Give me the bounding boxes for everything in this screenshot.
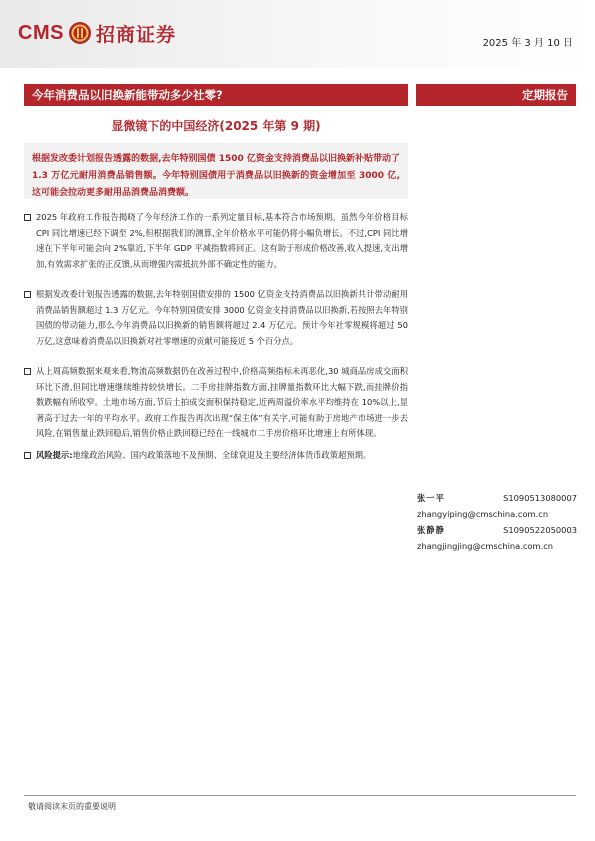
risk-warning — [24, 448, 408, 464]
bullet-text: 2025 年政府工作报告揭晓了今年经济工作的一系列定量目标,基本符合市场预期。虽然今年价格目标 CPI 同比增速已经下调至 2%,但根据我们的测算,全年价格水平可能仍将小幅负增长。不过,CPI 同比增速在下半年可能会向 2%靠近,下半年 GDP 平减指数将回正。这有助于形成价格改善,收入提速,支出增加,有效需求扩张的正反馈,从而增强内需抵抗外部不确定性的能力。 — [36, 212, 408, 269]
analyst-license-id: S1090513080007 — [503, 493, 577, 503]
square-bullet-icon — [24, 368, 31, 375]
logo-emblem-icon — [68, 21, 92, 45]
report-type: 定期报告 — [416, 84, 576, 106]
bullet-text: 根据发改委计划报告透露的数据,去年特别国债安排的 1500 亿资金支持消费品以旧换新共计带动耐用消费品销售额超过 1.3 万亿元。今年特别国债安排 3000 亿资金支持消费品以旧换新,若按照去年特别国债的带动能力,那么今年消费品以旧换新的销售额将超过 2.4 万亿元。预计今年社零规模将超过 50 万亿,这意味着消费品以旧换新对社零增速的贡献可能接近 5 个百分点。 — [36, 289, 408, 346]
analyst-name: 张一平 — [417, 493, 445, 503]
risk-label: 风险提示: — [36, 449, 73, 460]
bullet-text: 从上周高频数据来观来看,物流高频数据仍在改善过程中,价格高频指标未再恶化,30 城商品房成交面积环比下滑,但同比增速继续维持较快增长。二手房挂牌指数方面,挂牌量指数环比大幅下跌,而挂牌价指数跌幅有所收窄。土地市场方面,节后土拍成交面积保持稳定,近两周溢价率水平均维持在 10%以上,显著高于过去一年的平均水平。政府工作报告再次出现“保主体”有关字,可能有助于房地产市场进一步去风险,在销售量止跌回稳后,销售价格止跌回稳已经在一线城市二手房价格环比增速上有所体现。 — [36, 366, 408, 438]
bullet-item — [24, 364, 408, 442]
analyst-email[interactable]: zhangjingjing@cmschina.com.cn — [417, 541, 554, 551]
risk-text: 地缘政治风险、国内政策落地不及预期、全球衰退及主要经济体货币政策超预期。 — [72, 449, 372, 460]
company-logo — [18, 18, 176, 48]
logo-cn-text: 招商证券 — [95, 23, 176, 46]
analyst-email[interactable]: zhangyiping@cmschina.com.cn — [417, 509, 549, 519]
footer-disclaimer: 敬请阅读末页的重要说明 — [28, 802, 116, 811]
analyst-card — [417, 522, 577, 554]
analyst-card — [417, 490, 577, 522]
report-date: 2025 年 3 月 10 日 — [482, 38, 573, 49]
summary-box — [24, 143, 408, 199]
bullet-list — [24, 210, 408, 478]
analyst-name: 张静静 — [417, 525, 445, 535]
square-bullet-icon — [24, 452, 31, 459]
analyst-license-id: S1090522050003 — [503, 525, 577, 535]
logo-cms-text: CMS — [18, 21, 64, 44]
summary-text: 根据发改委计划报告透露的数据,去年特别国债 1500 亿资金支持消费品以旧换新补贴带动了 1.3 万亿元耐用消费品销售额。今年特别国债用于消费品以旧换新的资金增加至 3000 亿,这可能会拉动更多耐用品消费品消费额。 — [32, 154, 400, 198]
page-header — [0, 0, 595, 68]
footer-divider — [24, 795, 576, 796]
report-subtitle: 显微镜下的中国经济(2025 年第 9 期) — [111, 119, 321, 133]
report-title: 今年消费品以旧换新能带动多少社零? — [24, 84, 408, 106]
bullet-item — [24, 287, 408, 349]
bullet-item — [24, 210, 408, 272]
square-bullet-icon — [24, 291, 31, 298]
square-bullet-icon — [24, 214, 31, 221]
